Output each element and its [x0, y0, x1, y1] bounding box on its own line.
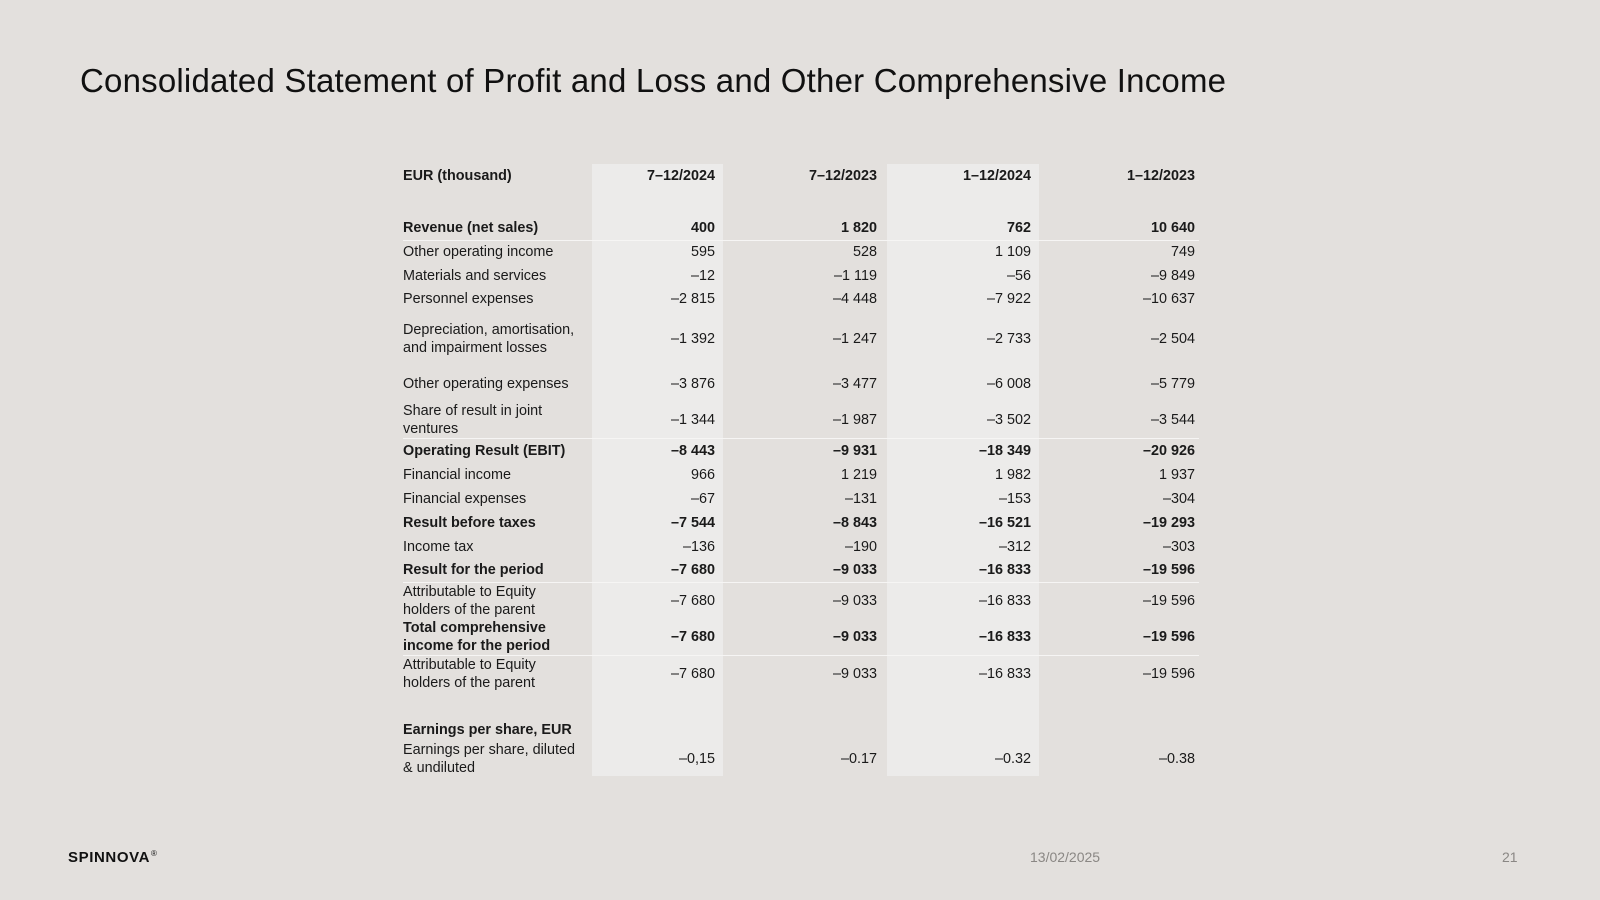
row-label: Depreciation, amortisation, and impairment losses — [403, 321, 575, 356]
cell-value: –1 392 — [670, 330, 715, 347]
cell-value: –16 833 — [978, 629, 1031, 645]
row-label: Operating Result (EBIT) — [403, 439, 592, 464]
table-row — [403, 240, 1199, 264]
row-label: Result before taxes — [403, 514, 536, 531]
footer-date: 13/02/2025 — [1030, 849, 1101, 865]
header-col: 7–12/2023 — [808, 168, 877, 184]
cell-value: –16 833 — [978, 562, 1031, 579]
cell-value: –9 033 — [832, 562, 877, 579]
row-label: Personnel expenses — [403, 291, 534, 307]
cell-value: –3 502 — [986, 412, 1031, 428]
cell-value: 400 — [690, 219, 715, 236]
cell-value: –56 — [1006, 267, 1031, 284]
cell-value: –7 922 — [986, 291, 1031, 307]
spacer-row — [403, 692, 1199, 720]
cell-value: –7 680 — [592, 583, 723, 620]
cell-value: 1 820 — [840, 219, 877, 236]
cell-value: –1 247 — [832, 330, 877, 347]
header-label: EUR (thousand) — [403, 168, 512, 184]
row-label: Materials and services — [403, 267, 547, 284]
row-label: Financial expenses — [403, 490, 527, 507]
cell-value: –1 119 — [834, 267, 877, 284]
cell-value: –9 849 — [1150, 267, 1195, 284]
registered-mark: ® — [151, 849, 158, 858]
cell-value: –1 344 — [670, 412, 715, 428]
cell-value: –0.38 — [1158, 751, 1195, 767]
row-label: Other operating income — [403, 240, 592, 264]
table-row — [403, 402, 1199, 439]
cell-value: –19 293 — [1142, 514, 1195, 531]
table-row — [403, 464, 1199, 487]
table-row — [403, 656, 1199, 693]
cell-value: –9 033 — [723, 656, 887, 693]
cell-value: –67 — [690, 490, 715, 507]
cell-value: –19 596 — [1142, 629, 1195, 645]
cell-value: –16 833 — [887, 583, 1039, 620]
cell-value: –153 — [998, 490, 1031, 507]
table-row — [403, 740, 1199, 778]
cell-value: –7 680 — [670, 629, 715, 645]
header-col: 1–12/2024 — [962, 168, 1031, 184]
row-label: Total comprehensive income for the period — [403, 620, 551, 654]
cell-value: –190 — [844, 538, 877, 555]
row-label: Attributable to Equity holders of the parent — [403, 583, 592, 620]
cell-value: –19 596 — [1039, 656, 1199, 693]
cell-value: –0.32 — [994, 751, 1031, 767]
cell-value: –2 815 — [670, 291, 715, 307]
table-row — [403, 487, 1199, 511]
cell-value: 10 640 — [1150, 219, 1195, 236]
table-row — [403, 264, 1199, 287]
profit-loss-table — [403, 164, 1199, 778]
row-label: Earnings per share, diluted & undiluted — [403, 742, 575, 776]
table-row — [403, 439, 1199, 464]
cell-value: –18 349 — [887, 439, 1039, 464]
cell-value: –2 733 — [986, 330, 1031, 347]
cell-value: –7 544 — [670, 514, 715, 531]
financial-table-container — [403, 164, 1199, 778]
cell-value: 528 — [723, 240, 887, 264]
table-row — [403, 366, 1199, 402]
table-row — [403, 311, 1199, 366]
row-label: Attributable to Equity holders of the parent — [403, 656, 592, 693]
table-header-row — [403, 164, 1199, 188]
row-label: Financial income — [403, 467, 511, 483]
table-row — [403, 559, 1199, 583]
row-label: Result for the period — [403, 562, 544, 579]
cell-value: –8 843 — [832, 514, 877, 531]
cell-value: –8 443 — [592, 439, 723, 464]
cell-value: –9 033 — [723, 583, 887, 620]
cell-value: –2 504 — [1150, 330, 1195, 347]
cell-value: –7 680 — [592, 656, 723, 693]
cell-value: 762 — [1006, 219, 1031, 236]
cell-value: –1 987 — [832, 412, 877, 428]
table-row — [403, 216, 1199, 240]
cell-value: –12 — [690, 267, 715, 284]
cell-value: 595 — [592, 240, 723, 264]
cell-value: 1 109 — [887, 240, 1039, 264]
table-row — [403, 583, 1199, 620]
header-col: 1–12/2023 — [1126, 168, 1195, 184]
cell-value: –9 931 — [723, 439, 887, 464]
row-label: Income tax — [403, 538, 474, 555]
cell-value: –3 544 — [1150, 412, 1195, 428]
cell-value: –7 680 — [670, 562, 715, 579]
cell-value: –20 926 — [1039, 439, 1199, 464]
cell-value: –303 — [1162, 538, 1195, 555]
cell-value: –304 — [1162, 490, 1195, 507]
cell-value: –3 477 — [832, 376, 877, 392]
brand-logo — [68, 849, 158, 866]
cell-value: –312 — [998, 538, 1031, 555]
cell-value: –16 833 — [887, 656, 1039, 693]
cell-value: –0.17 — [840, 751, 877, 767]
table-row — [403, 619, 1199, 656]
table-row — [403, 511, 1199, 535]
table-row — [403, 720, 1199, 740]
row-label: Revenue (net sales) — [403, 219, 539, 236]
cell-value: –16 521 — [978, 514, 1031, 531]
page-title: Consolidated Statement of Profit and Loss and Other Comprehensive Income — [80, 62, 1227, 99]
table-row — [403, 287, 1199, 311]
cell-value: –0,15 — [678, 751, 715, 767]
row-label: Other operating expenses — [403, 376, 569, 392]
cell-value: –4 448 — [832, 291, 877, 307]
cell-value: –6 008 — [986, 376, 1031, 392]
cell-value: –19 596 — [1039, 583, 1199, 620]
cell-value: –19 596 — [1142, 562, 1195, 579]
cell-value: –9 033 — [832, 629, 877, 645]
page-number: 21 — [1502, 849, 1518, 865]
header-col: 7–12/2024 — [646, 168, 715, 184]
section-label: Earnings per share, EUR — [403, 722, 572, 738]
cell-value: –5 779 — [1150, 376, 1195, 392]
table-row — [403, 535, 1199, 559]
cell-value: –136 — [682, 538, 715, 555]
cell-value: 749 — [1039, 240, 1199, 264]
cell-value: 1 937 — [1158, 467, 1195, 483]
cell-value: –131 — [844, 490, 877, 507]
cell-value: –3 876 — [670, 376, 715, 392]
cell-value: 1 219 — [840, 467, 877, 483]
cell-value: –10 637 — [1142, 291, 1195, 307]
spacer-row — [403, 188, 1199, 216]
cell-value: 1 982 — [994, 467, 1031, 483]
logo-text: SPINNOVA — [68, 849, 151, 866]
cell-value: 966 — [690, 467, 715, 483]
row-label: Share of result in joint ventures — [403, 403, 543, 437]
